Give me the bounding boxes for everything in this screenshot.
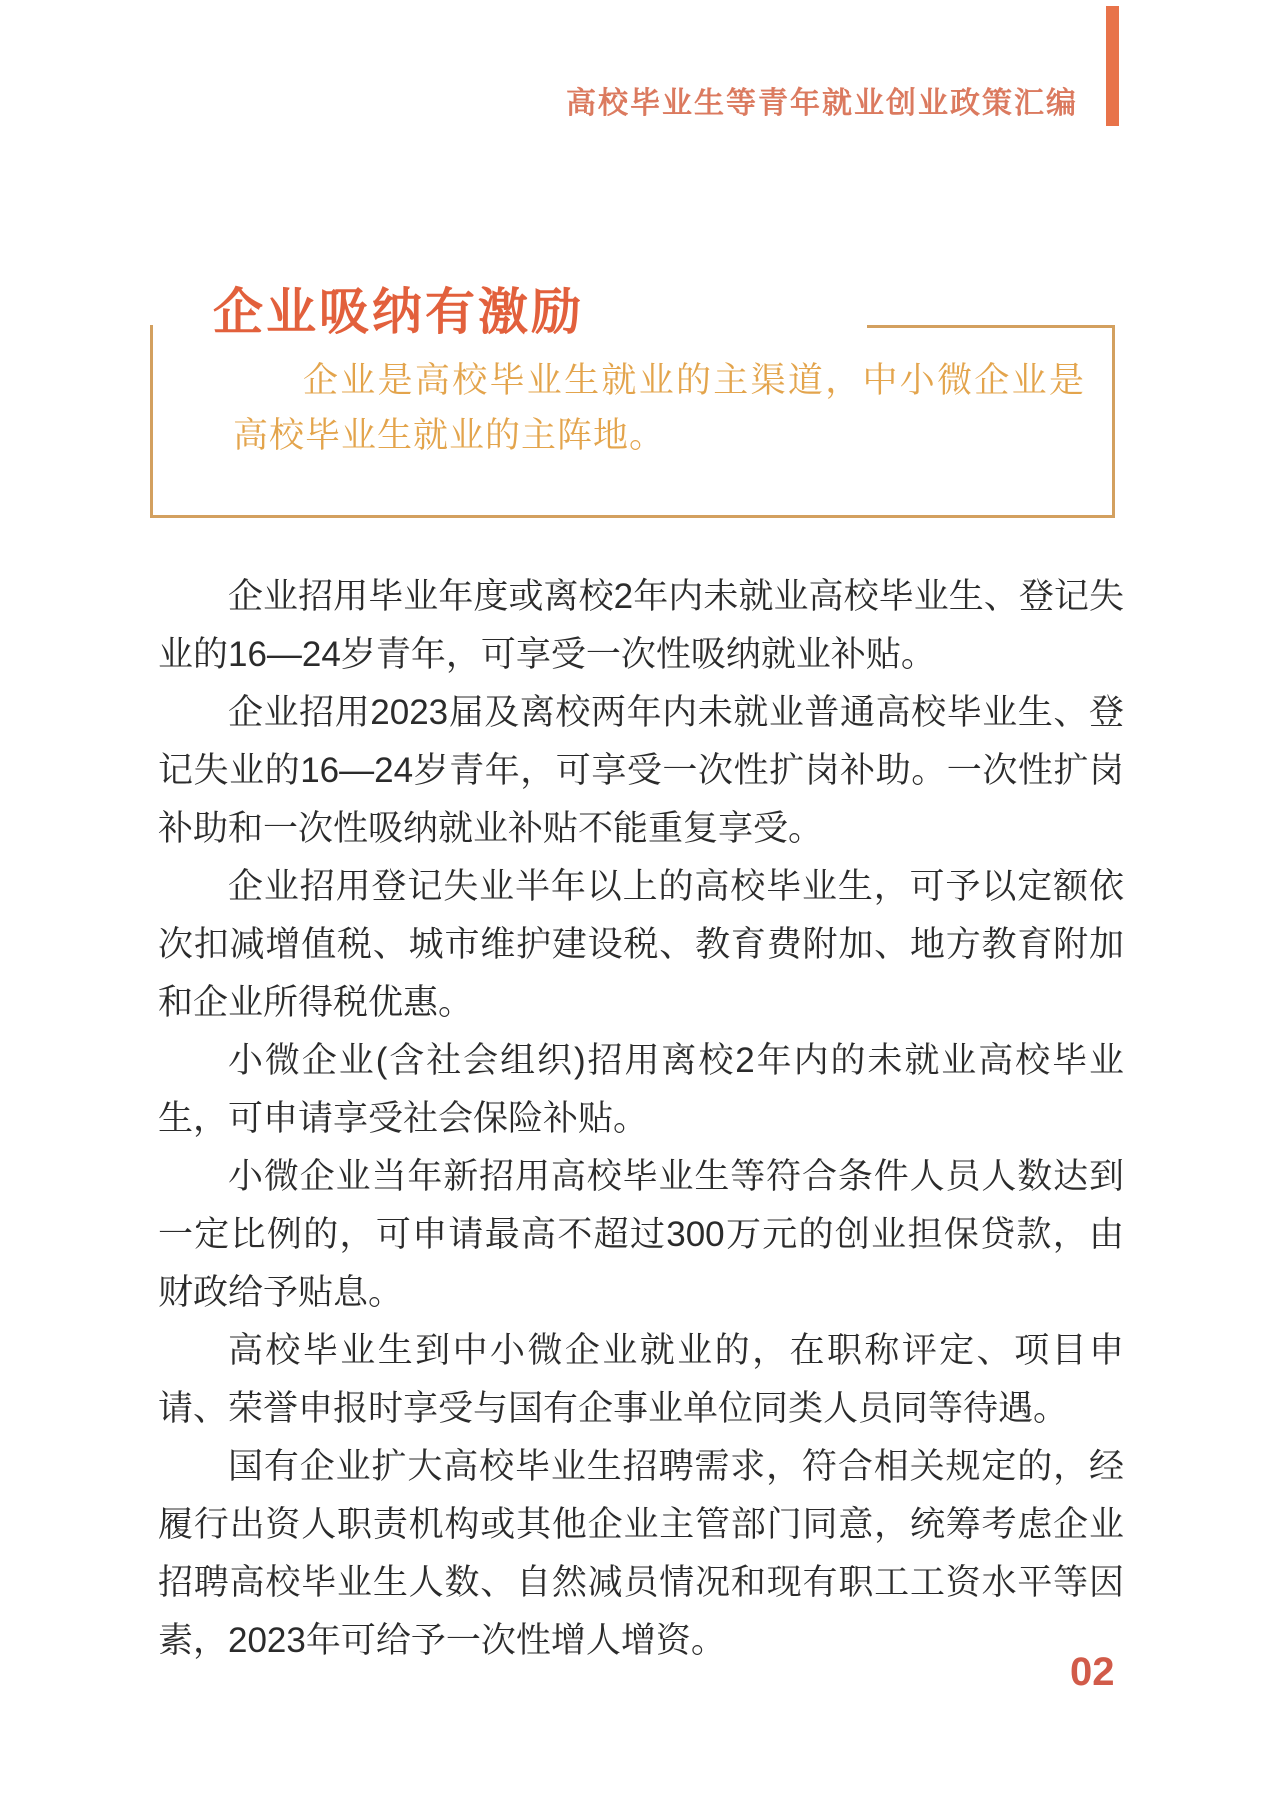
paragraph: 企业招用2023届及离校两年内未就业普通高校毕业生、登记失业的16—24岁青年，可享受一次性扩岗补助。一次性扩岗补助和一次性吸纳就业补贴不能重复享受。 <box>158 693 1124 848</box>
paragraph: 国有企业扩大高校毕业生招聘需求，符合相关规定的，经履行出资人职责机构或其他企业主管部门同意，统筹考虑企业招聘高校毕业生人数、自然减员情况和现有职工工资水平等因素，2023年可给予一次性增人增资。 <box>158 1447 1124 1660</box>
paragraph: 小微企业当年新招用高校毕业生等符合条件人员人数达到一定比例的，可申请最高不超过300万元的创业担保贷款，由财政给予贴息。 <box>158 1157 1124 1312</box>
paragraph: 企业招用毕业年度或离校2年内未就业高校毕业生、登记失业的16—24岁青年，可享受一次性吸纳就业补贴。 <box>158 577 1124 674</box>
header-accent-bar <box>1106 6 1119 126</box>
quote-text: 企业是高校毕业生就业的主渠道，中小微企业是高校毕业生就业的主阵地。 <box>233 361 1085 455</box>
paragraph: 高校毕业生到中小微企业就业的，在职称评定、项目申请、荣誉申报时享受与国有企事业单位同类人员同等待遇。 <box>158 1331 1124 1428</box>
quote-box <box>150 325 1115 518</box>
document-header-title: 高校毕业生等青年就业创业政策汇编 <box>566 87 1078 120</box>
body-text-block <box>158 568 1124 1670</box>
paragraph: 企业招用登记失业半年以上的高校毕业生，可予以定额依次扣减增值税、城市维护建设税、教育费附加、地方教育附加和企业所得税优惠。 <box>158 867 1124 1022</box>
section-title: 企业吸纳有激励 <box>213 283 584 340</box>
page-number: 02 <box>1070 1650 1115 1694</box>
paragraph: 小微企业(含社会组织)招用离校2年内的未就业高校毕业生，可申请享受社会保险补贴。 <box>158 1041 1124 1138</box>
quote-box-top-border-segment <box>867 325 1112 328</box>
